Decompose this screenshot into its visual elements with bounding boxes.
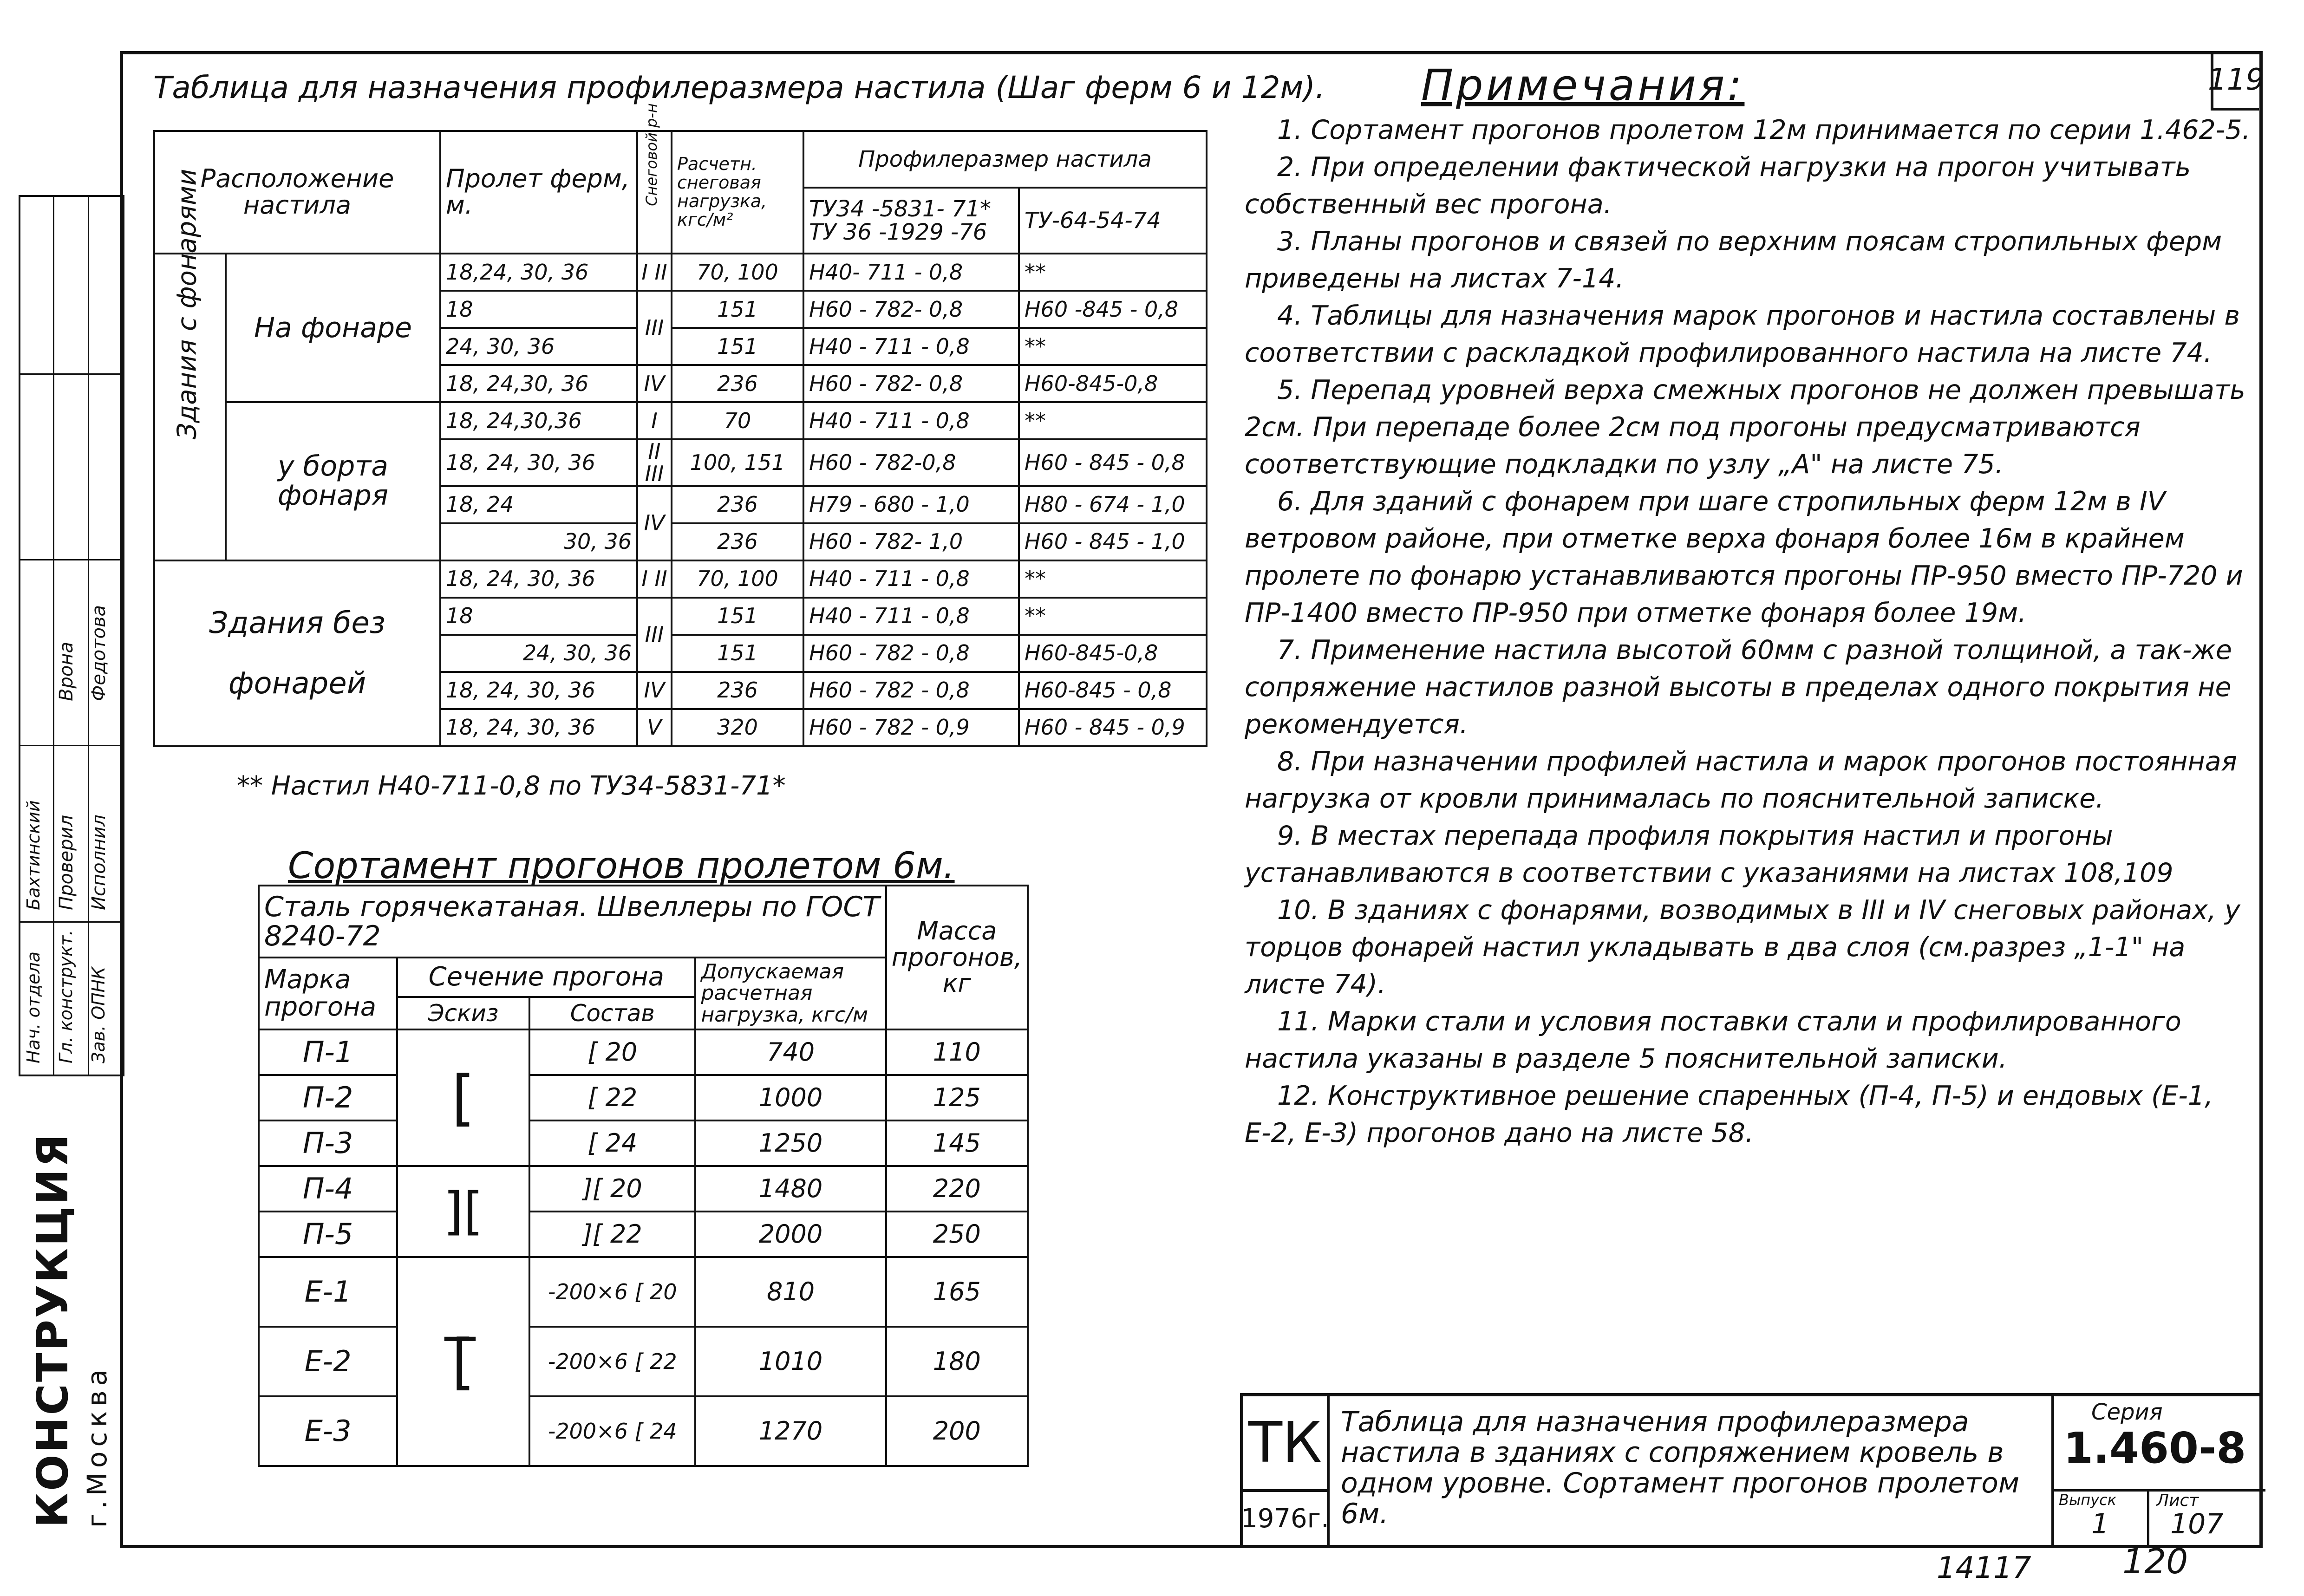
cell-p1: Н60 - 782 - 0,8 [803, 635, 1019, 672]
notes-list [1245, 111, 2252, 1152]
stamp-name-2: Федотова [88, 605, 110, 701]
stamp-role-head: Нач. отдела [23, 951, 44, 1063]
cell-p2: Н60 -845 - 0,8 [1019, 291, 1207, 328]
note-item: 7. Применение настила высотой 60мм с разной толщиной, а так-же сопряжение настилов разной высоты в пределах одного покрытия не рекомендуется. [1245, 635, 2232, 740]
th-snow: Снеговой р-н [637, 131, 672, 254]
cell-p1: Н60 - 782- 0,8 [803, 365, 1019, 402]
cell-snow: IV [637, 365, 672, 402]
cell-load: 151 [672, 291, 803, 328]
cell-p1: Н40 - 711 - 0,8 [803, 402, 1019, 439]
cell-p2: Н60-845-0,8 [1019, 365, 1207, 402]
th-load2: Допускаемая расчетная нагрузка, кгс/м [695, 958, 886, 1029]
cell-p1: Н60 - 782 - 0,8 [803, 672, 1019, 709]
inventory-number: 14117 [1937, 1551, 2031, 1585]
cell-p1: Н40 - 711 - 0,8 [803, 328, 1019, 365]
cell-p1: Н60 - 782-0,8 [803, 439, 1019, 486]
th-mark: Марка прогона [259, 958, 397, 1029]
note-item: 1. Сортамент прогонов пролетом 12м принимается по серии 1.462-5. [1277, 115, 2251, 145]
cell-mark: Е-2 [259, 1327, 397, 1396]
cell-comp: -200×6 [ 22 [529, 1327, 695, 1396]
cell-span: 18, 24, 30, 36 [440, 560, 637, 598]
note-item: 8. При назначении профилей настила и марок прогонов постоянная нагрузка от кровли принималась по пояснительной записке. [1245, 746, 2237, 814]
cell-comp: [ 22 [529, 1075, 695, 1120]
cell-mark: Е-1 [259, 1257, 397, 1327]
cell-load: 236 [672, 672, 803, 709]
cell-p1: Н60 - 782- 1,0 [803, 523, 1019, 560]
cell-load: 1250 [695, 1120, 886, 1166]
cell-mark: П-2 [259, 1075, 397, 1120]
table1-title: Таблица для назначения профилеразмера настила (Шаг ферм 6 и 12м). [153, 70, 1325, 105]
cell-mass: 110 [886, 1029, 1028, 1075]
th-mass: Масса прогонов, кг [886, 886, 1028, 1029]
profile-table [153, 103, 1207, 747]
note-item: 2. При определении фактической нагрузки на прогон учитывать собственный вес прогона. [1245, 152, 2191, 220]
cell-span: 18 [440, 291, 637, 328]
cell-span: 24, 30, 36 [440, 328, 637, 365]
cell-span: 18, 24, 30, 36 [440, 709, 637, 746]
cell-p2: Н60 - 845 - 0,8 [1019, 439, 1207, 486]
org-city: г.Москва [81, 1364, 113, 1528]
cell-p2: ** [1019, 328, 1207, 365]
cell-snow: IV [637, 672, 672, 709]
cell-load: 70, 100 [672, 560, 803, 598]
cell-comp: ][ 20 [529, 1166, 695, 1212]
cell-load: 2000 [695, 1212, 886, 1257]
sheet-number: 119 [2211, 52, 2259, 111]
stamp-name-1: Врона [56, 642, 77, 701]
cell-comp: -200×6 [ 20 [529, 1257, 695, 1327]
cell-comp: [ 20 [529, 1029, 695, 1075]
cell-snow: II III [637, 439, 672, 486]
cell-comp: [ 24 [529, 1120, 695, 1166]
cell-load: 236 [672, 486, 803, 523]
cell-snow: V [637, 709, 672, 746]
cell-load: 151 [672, 598, 803, 635]
th-location: Расположение настила [154, 131, 440, 254]
stamp-role-zav: Зав. ОПНК [88, 966, 109, 1063]
cell-mark: П-3 [259, 1120, 397, 1166]
group-without: Здания без фонарей [154, 560, 440, 746]
th-span: Пролет ферм, м. [440, 131, 637, 254]
cell-p1: Н40 - 711 - 0,8 [803, 598, 1019, 635]
cell-snow: I II [637, 560, 672, 598]
cell-mass: 180 [886, 1327, 1028, 1396]
notes-title: Примечания: [1421, 60, 1745, 110]
sheet-value: 107 [2170, 1508, 2224, 1540]
tk-mark: ТК [1243, 1396, 1330, 1492]
cell-p2: ** [1019, 598, 1207, 635]
cell-span: 18 [440, 598, 637, 635]
note-item: 11. Марки стали и условия поставки стали и профилированного настила указаны в разделе 5 пояснительной записки. [1245, 1006, 2181, 1074]
cell-load: 810 [695, 1257, 886, 1327]
cell-load: 70, 100 [672, 254, 803, 291]
cell-load: 151 [672, 635, 803, 672]
cell-mass: 165 [886, 1257, 1028, 1327]
cell-snow: III [637, 598, 672, 672]
cell-p2: ** [1019, 560, 1207, 598]
cell-load: 740 [695, 1029, 886, 1075]
cell-p2: ** [1019, 402, 1207, 439]
note-item: 3. Планы прогонов и связей по верхним поясам стропильных ферм приведены на листах 7-14. [1245, 226, 2222, 294]
cell-p2: Н60-845-0,8 [1019, 635, 1207, 672]
page-number: 120 [2122, 1542, 2188, 1582]
cell-p1: Н60 - 782 - 0,9 [803, 709, 1019, 746]
cell-mass: 250 [886, 1212, 1028, 1257]
table1-footnote: ** Настил Н40-711-0,8 по ТУ34-5831-71* [237, 771, 786, 801]
cell-span: 18, 24 [440, 486, 637, 523]
note-item: 9. В местах перепада профиля покрытия настил и прогоны устанавливаются в соответствии с указаниями на листах 108,109 [1245, 821, 2173, 888]
org-name: КОНСТРУКЦИЯ [28, 1132, 78, 1528]
cell-span: 24, 30, 36 [440, 635, 637, 672]
sketch-channel: [ [397, 1029, 529, 1166]
title-block [1240, 1393, 2263, 1545]
th-tu1: ТУ34 -5831- 71* ТУ 36 -1929 -76 [803, 188, 1019, 254]
th-steel: Сталь горячекатаная. Швеллеры по ГОСТ 8240-72 [259, 886, 886, 958]
cell-span: 18, 24, 30, 36 [440, 439, 637, 486]
cell-load: 151 [672, 328, 803, 365]
stamp-role-chief: Гл. конструкт. [56, 930, 76, 1063]
cell-snow: IV [637, 486, 672, 560]
cell-mark: П-5 [259, 1212, 397, 1257]
cell-mass: 200 [886, 1396, 1028, 1466]
cell-load: 70 [672, 402, 803, 439]
cell-snow: III [637, 291, 672, 365]
cell-mark: П-1 [259, 1029, 397, 1075]
cell-snow: I [637, 402, 672, 439]
cell-load: 1000 [695, 1075, 886, 1120]
th-comp: Состав [529, 997, 695, 1029]
cell-p1: Н60 - 782- 0,8 [803, 291, 1019, 328]
th-section: Сечение прогона [397, 958, 695, 997]
th-tu2: ТУ-64-54-74 [1019, 188, 1207, 254]
note-item: 6. Для зданий с фонарем при шаге стропильных ферм 12м в IV ветровом районе, при отметке верха фонаря более 16м в крайнем пролете по фонарю устанавливаются прогоны ПР-950 вместо ПР-720 и ПР-1400 вместо ПР-950 при отметке фонаря более 19м. [1245, 486, 2243, 628]
cell-mark: Е-3 [259, 1396, 397, 1466]
cell-snow: I II [637, 254, 672, 291]
note-item: 12. Конструктивное решение спаренных (П-4, П-5) и ендовых (Е-1, Е-2, Е-3) прогонов дано на листе 58. [1245, 1081, 2213, 1148]
cell-load: 100, 151 [672, 439, 803, 486]
note-item: 10. В зданиях с фонарями, возводимых в III и IV снеговых районах, у торцов фонарей настил укладывать в два слоя (см.разрез „1-1" на листе 74). [1245, 895, 2240, 1000]
cell-load: 1270 [695, 1396, 886, 1466]
series-label: Серия [2091, 1399, 2163, 1425]
cell-load: 1480 [695, 1166, 886, 1212]
cell-mass: 125 [886, 1075, 1028, 1120]
group-with: Здания с фонарями [154, 254, 226, 560]
issue-number: 1 [2091, 1508, 2109, 1540]
cell-load: 236 [672, 523, 803, 560]
cell-mass: 145 [886, 1120, 1028, 1166]
tb-description: Таблица для назначения профилеразмера настила в зданиях с сопряжением кровель в одном уровне. Сортамент прогонов пролетом 6м. [1341, 1406, 2020, 1530]
cell-load: 1010 [695, 1327, 886, 1396]
cell-span: 18, 24,30, 36 [440, 365, 637, 402]
cell-p1: Н40- 711 - 0,8 [803, 254, 1019, 291]
issue-label: Выпуск [2059, 1491, 2116, 1509]
sub-na: На фонаре [226, 254, 440, 402]
sketch-double-channel: ][ [397, 1166, 529, 1257]
cell-span: 18,24, 30, 36 [440, 254, 637, 291]
cell-comp: -200×6 [ 24 [529, 1396, 695, 1466]
cell-p1: Н79 - 680 - 1,0 [803, 486, 1019, 523]
cell-span: 30, 36 [440, 523, 637, 560]
cell-comp: ][ 22 [529, 1212, 695, 1257]
sheet-label: Лист [2156, 1491, 2199, 1510]
cell-mark: П-4 [259, 1166, 397, 1212]
note-item: 5. Перепад уровней верха смежных прогонов не должен превышать 2см. При перепаде более 2см под прогоны предусматриваются соответствующие подкладки по узлу „А" на листе 75. [1245, 375, 2245, 480]
cell-p2: Н80 - 674 - 1,0 [1019, 486, 1207, 523]
series-box [2051, 1396, 2265, 1545]
cell-mass: 220 [886, 1166, 1028, 1212]
th-load: Расчетн. снеговая нагрузка, кгс/м² [672, 131, 803, 254]
sketch-channel-plate: [̅ [397, 1257, 529, 1466]
purlin-table [258, 885, 1029, 1467]
tb-year: 1976г. [1243, 1492, 1330, 1545]
stamp-role-1: Проверил [56, 814, 77, 910]
stamp-name-head: Бахтинский [23, 800, 44, 910]
cell-p2: ** [1019, 254, 1207, 291]
cell-p2: Н60 - 845 - 0,9 [1019, 709, 1207, 746]
table2-title: Сортамент прогонов пролетом 6м. [288, 845, 955, 887]
cell-span: 18, 24, 30, 36 [440, 672, 637, 709]
note-item: 4. Таблицы для назначения марок прогонов и настила составлены в соответствии с раскладкой профилированного настила на листе 74. [1245, 300, 2240, 368]
cell-span: 18, 24,30,36 [440, 402, 637, 439]
cell-load: 320 [672, 709, 803, 746]
stamp-role-2: Исполнил [88, 814, 110, 910]
cell-p2: Н60-845 - 0,8 [1019, 672, 1207, 709]
th-profile: Профилеразмер настила [803, 131, 1207, 188]
cell-p1: Н40 - 711 - 0,8 [803, 560, 1019, 598]
series-number: 1.460-8 [2063, 1423, 2246, 1473]
sub-u: у борта фонаря [226, 402, 440, 560]
cell-p2: Н60 - 845 - 1,0 [1019, 523, 1207, 560]
th-sketch: Эскиз [397, 997, 529, 1029]
cell-load: 236 [672, 365, 803, 402]
